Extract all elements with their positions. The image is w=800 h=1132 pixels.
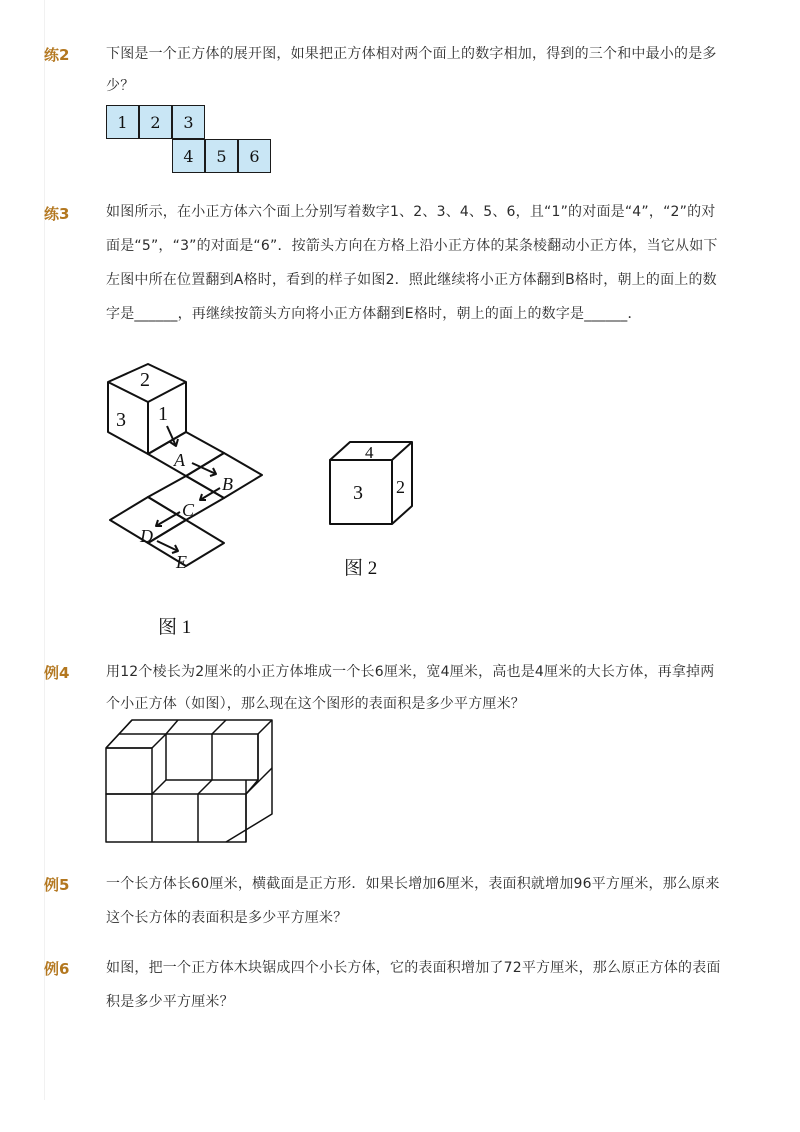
fig1-caption: 图 1 <box>158 617 192 638</box>
problem-label-lian3: 练3 <box>44 205 70 223</box>
left-margin-rule <box>44 0 45 1100</box>
net-cell-3: 3 <box>172 105 205 139</box>
fig2-front-number: 3 <box>353 482 363 504</box>
problem-label-li4: 例4 <box>44 664 70 682</box>
fig1-cell-a: A <box>174 450 185 470</box>
net-cell-2: 2 <box>139 105 172 139</box>
fig1-cube-left-number: 3 <box>116 409 126 431</box>
fig1-cell-e: E <box>176 552 187 572</box>
net-cell-5: 5 <box>205 139 238 173</box>
net-cell-6: 6 <box>238 139 271 173</box>
fig2-top-number: 4 <box>365 443 374 462</box>
problem-label-lian2: 练2 <box>44 46 70 64</box>
fig1-cell-d: D <box>140 526 153 546</box>
fig1-cell-b: B <box>222 474 233 494</box>
cube-net-figure <box>106 105 276 175</box>
fig1-cube-top-number: 2 <box>140 369 150 391</box>
problem-text-li6: 如图，把一个正方体木块锯成四个小长方体，它的表面积增加了72平方厘米，那么原正方体的表面积是多少平方厘米？ <box>106 960 721 1010</box>
fig1-cell-c: C <box>182 500 195 520</box>
problem-text-li5: 一个长方体长60厘米，横截面是正方形．如果长增加6厘米，表面积就增加96平方厘米，那么原来这个长方体的表面积是多少平方厘米？ <box>106 876 720 926</box>
problem-label-li5: 例5 <box>44 876 70 894</box>
problem-text-li4: 用12个棱长为2厘米的小正方体堆成一个长6厘米，宽4厘米，高也是4厘米的大长方体，再拿掉两个小正方体（如图），那么现在这个图形的表面积是多少平方厘米？ <box>106 664 715 712</box>
fig2-caption: 图 2 <box>344 558 378 579</box>
rolling-cube-figure-1 <box>100 360 280 645</box>
net-cell-1: 1 <box>106 105 139 139</box>
cube-view-figure-2 <box>322 436 422 586</box>
problem-text-lian3: 如图所示，在小正方体六个面上分别写着数字1、2、3、4、5、6，且“1”的对面是“4”，“2”的对面是“5”，“3”的对面是“6”．按箭头方向在方格上沿小正方体的某条棱翻动小正方体，当它从如下左图中所在位置翻到A格时，看到的样子如图2．照此继续将小正方体翻到B格时，朝上的面上的数字是______，再继续按箭头方向将小正方体翻到E格时，朝上的面上的数字是______． <box>106 204 718 322</box>
stacked-cubes-figure <box>104 718 276 846</box>
problem-label-li6: 例6 <box>44 960 70 978</box>
problem-text-lian2: 下图是一个正方体的展开图，如果把正方体相对两个面上的数字相加，得到的三个和中最小的是多少？ <box>106 46 717 94</box>
fig1-cube-right-number: 1 <box>158 403 168 425</box>
fig2-right-number: 2 <box>396 477 405 497</box>
net-cell-4: 4 <box>172 139 205 173</box>
